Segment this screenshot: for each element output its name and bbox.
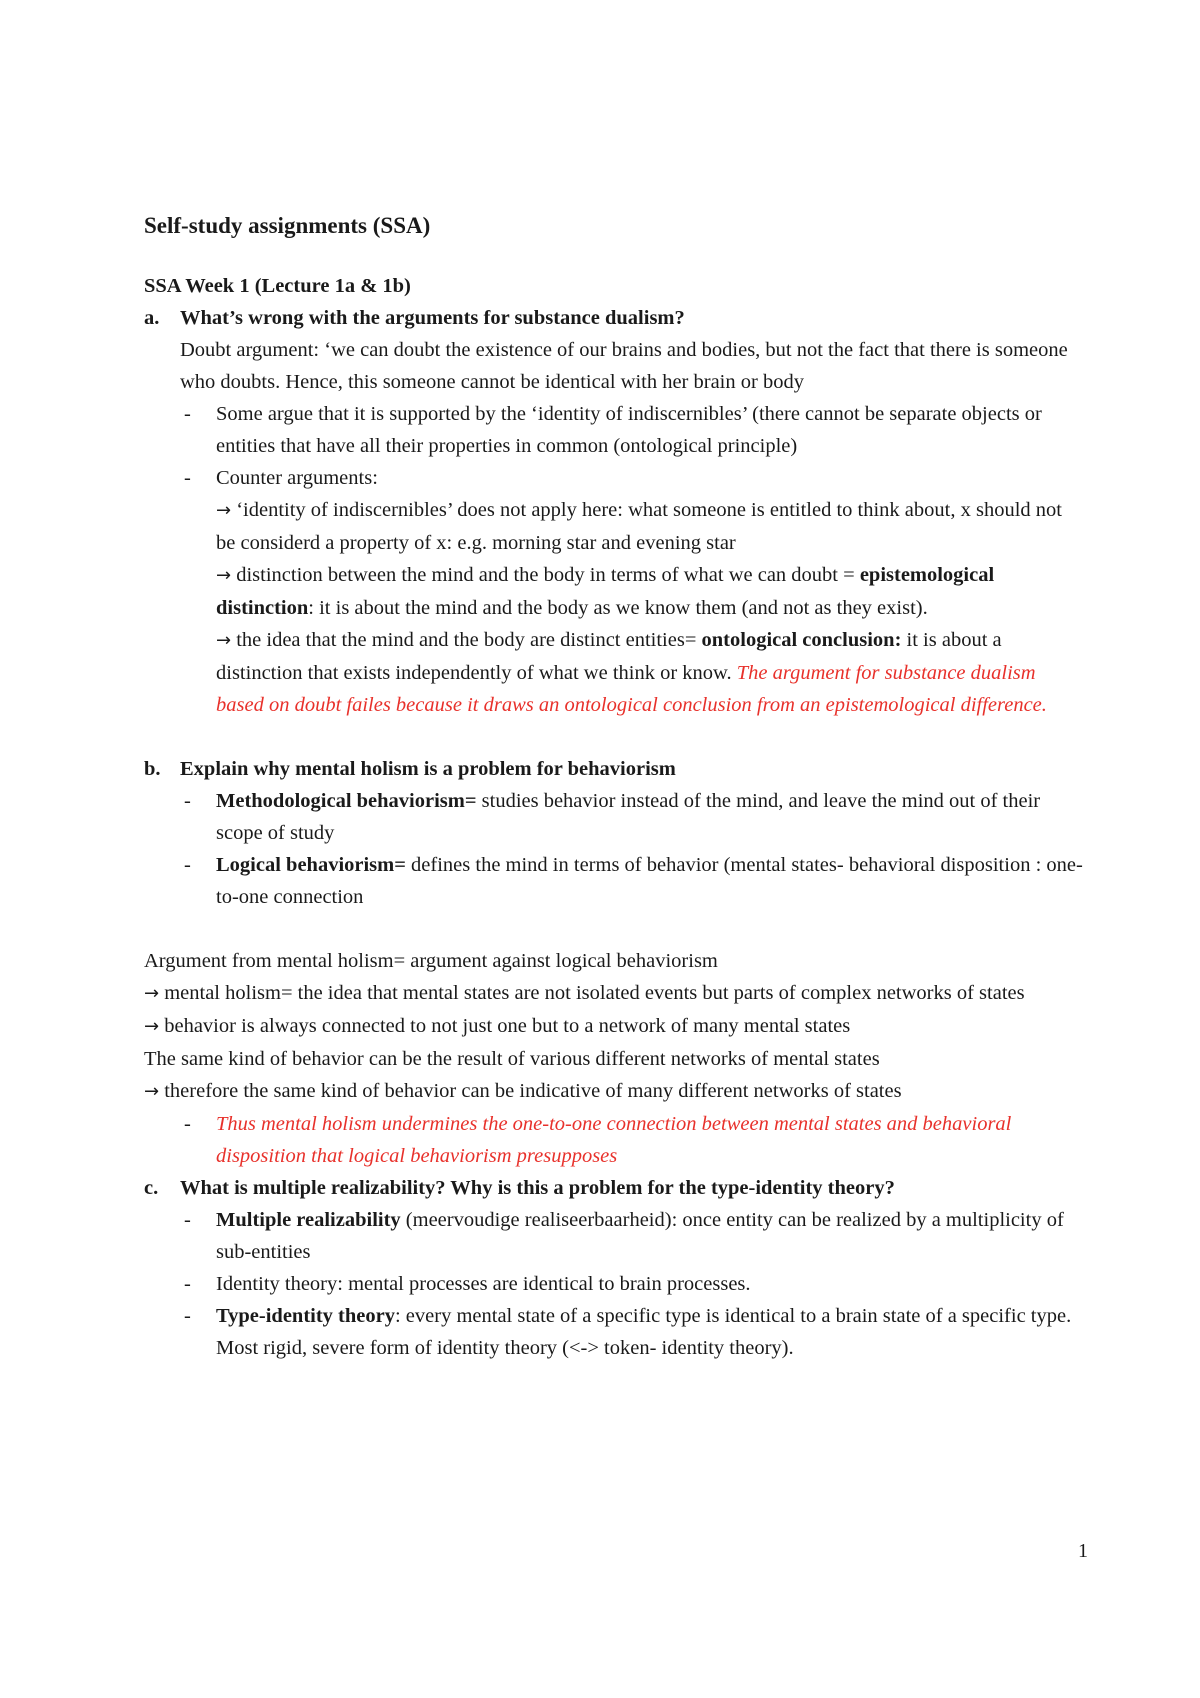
list-item: [144, 462, 1084, 721]
arrow-icon: →: [216, 565, 232, 586]
ontological-term: ontological conclusion:: [701, 629, 902, 651]
logical-definition: defines the mind in terms of behavior (mental states- behavioral disposition : one-to-one connection: [216, 854, 1083, 908]
list-item: [144, 1300, 1084, 1364]
list-item: [144, 398, 1084, 462]
question-a: [144, 302, 1084, 334]
question-b-label: b.: [144, 758, 161, 780]
multiple-realizability-term: Multiple realizability: [216, 1209, 401, 1231]
list-item-text: Some argue that it is supported by the ‘identity of indiscernibles’ (there cannot be separate objects or entities that have all their properties in common (ontological principle): [216, 403, 1042, 457]
question-c-text: What is multiple realizability? Why is this a problem for the type-identity theory?: [180, 1177, 895, 1199]
arrow-icon: →: [144, 1016, 160, 1037]
arrow-point: [144, 1075, 1084, 1108]
page-number: 1: [1078, 1540, 1088, 1562]
spacer: [144, 913, 1084, 945]
arrow-point: [144, 977, 1084, 1010]
dash-marker: -: [184, 854, 191, 876]
doubt-argument-paragraph: Doubt argument: ‘we can doubt the existence of our brains and bodies, but not the fact that there is someone who doubts. Hence, this someone cannot be identical with her brain or body: [180, 339, 1068, 393]
question-a-text: What’s wrong with the arguments for substance dualism?: [180, 307, 685, 329]
arrow-point-text: therefore the same kind of behavior can be indicative of many different networks of states: [164, 1080, 902, 1102]
arrow-point-text: distinction between the mind and the body in terms of what we can doubt =: [236, 564, 855, 586]
epistemological-term: epistemological distinction: [216, 564, 995, 619]
arrow-point: [216, 624, 1084, 721]
question-c-label: c.: [144, 1177, 159, 1199]
document-body: [144, 210, 1084, 1364]
question-c: [144, 1172, 1084, 1204]
logical-term: Logical behaviorism=: [216, 854, 406, 876]
arrow-icon: →: [144, 1081, 160, 1102]
spacer: [144, 721, 1084, 753]
arrow-point: [216, 559, 1084, 624]
dash-marker: -: [184, 1209, 191, 1231]
dash-marker: -: [184, 467, 191, 489]
question-a-label: a.: [144, 307, 160, 329]
methodological-term: Methodological behaviorism=: [216, 790, 477, 812]
type-identity-definition: : every mental state of a specific type is identical to a brain state of a specific type. Most rigid, severe form of identity theory (<-> token- identity theory).: [216, 1305, 1072, 1359]
page-title: Self-study assignments (SSA): [144, 213, 431, 238]
arrow-point-text: the idea that the mind and the body are distinct entities=: [236, 629, 697, 651]
arrow-point-text: mental holism= the idea that mental states are not isolated events but parts of complex networks of states: [164, 982, 1025, 1004]
epistemological-definition: : it is about the mind and the body as we know them (and not as they exist).: [308, 597, 928, 619]
arrow-point-text: behavior is always connected to not just one but to a network of many mental states: [164, 1015, 851, 1037]
week-heading: SSA Week 1 (Lecture 1a & 1b): [144, 275, 411, 297]
list-item: [144, 1268, 1084, 1300]
dash-marker: -: [184, 403, 191, 425]
arrow-point-text: ‘identity of indiscernibles’ does not apply here: what someone is entitled to think about, x should not be considerd a property of x: e.g. morning star and evening star: [216, 499, 1062, 554]
arrow-icon: →: [216, 500, 232, 521]
dash-marker: -: [184, 790, 191, 812]
list-item: [144, 1108, 1084, 1172]
list-item: [144, 1204, 1084, 1268]
list-item: [144, 785, 1084, 849]
type-identity-term: Type-identity theory: [216, 1305, 395, 1327]
arrow-icon: →: [216, 630, 232, 651]
list-item: [144, 849, 1084, 913]
list-item-text: Counter arguments:: [216, 467, 378, 489]
arrow-point: [144, 1010, 1084, 1043]
conclusion-highlight: Thus mental holism undermines the one-to-one connection between mental states and behavioral disposition that logical behaviorism presupposes: [216, 1113, 1012, 1167]
multiple-realizability-definition: (meervoudige realiseerbaarheid): once entity can be realized by a multiplicity of sub-entities: [216, 1209, 1064, 1263]
question-b: [144, 753, 1084, 785]
conclusion-highlight: The argument for substance dualism based on doubt failes because it draws an ontological conclusion from an epistemological difference.: [216, 662, 1047, 716]
identity-theory-text: Identity theory: mental processes are identical to brain processes.: [216, 1273, 751, 1295]
dash-marker: -: [184, 1113, 191, 1135]
dash-marker: -: [184, 1305, 191, 1327]
dash-marker: -: [184, 1273, 191, 1295]
ontological-definition: it is about a distinction that exists independently of what we think or know.: [216, 629, 1002, 684]
holism-argument: Argument from mental holism= argument against logical behaviorism: [144, 950, 718, 972]
arrow-point: [216, 494, 1084, 559]
arrow-icon: →: [144, 983, 160, 1004]
same-behavior-line: The same kind of behavior can be the result of various different networks of mental states: [144, 1048, 880, 1070]
question-b-text: Explain why mental holism is a problem for behaviorism: [180, 758, 676, 780]
methodological-definition: studies behavior instead of the mind, and leave the mind out of their scope of study: [216, 790, 1041, 844]
